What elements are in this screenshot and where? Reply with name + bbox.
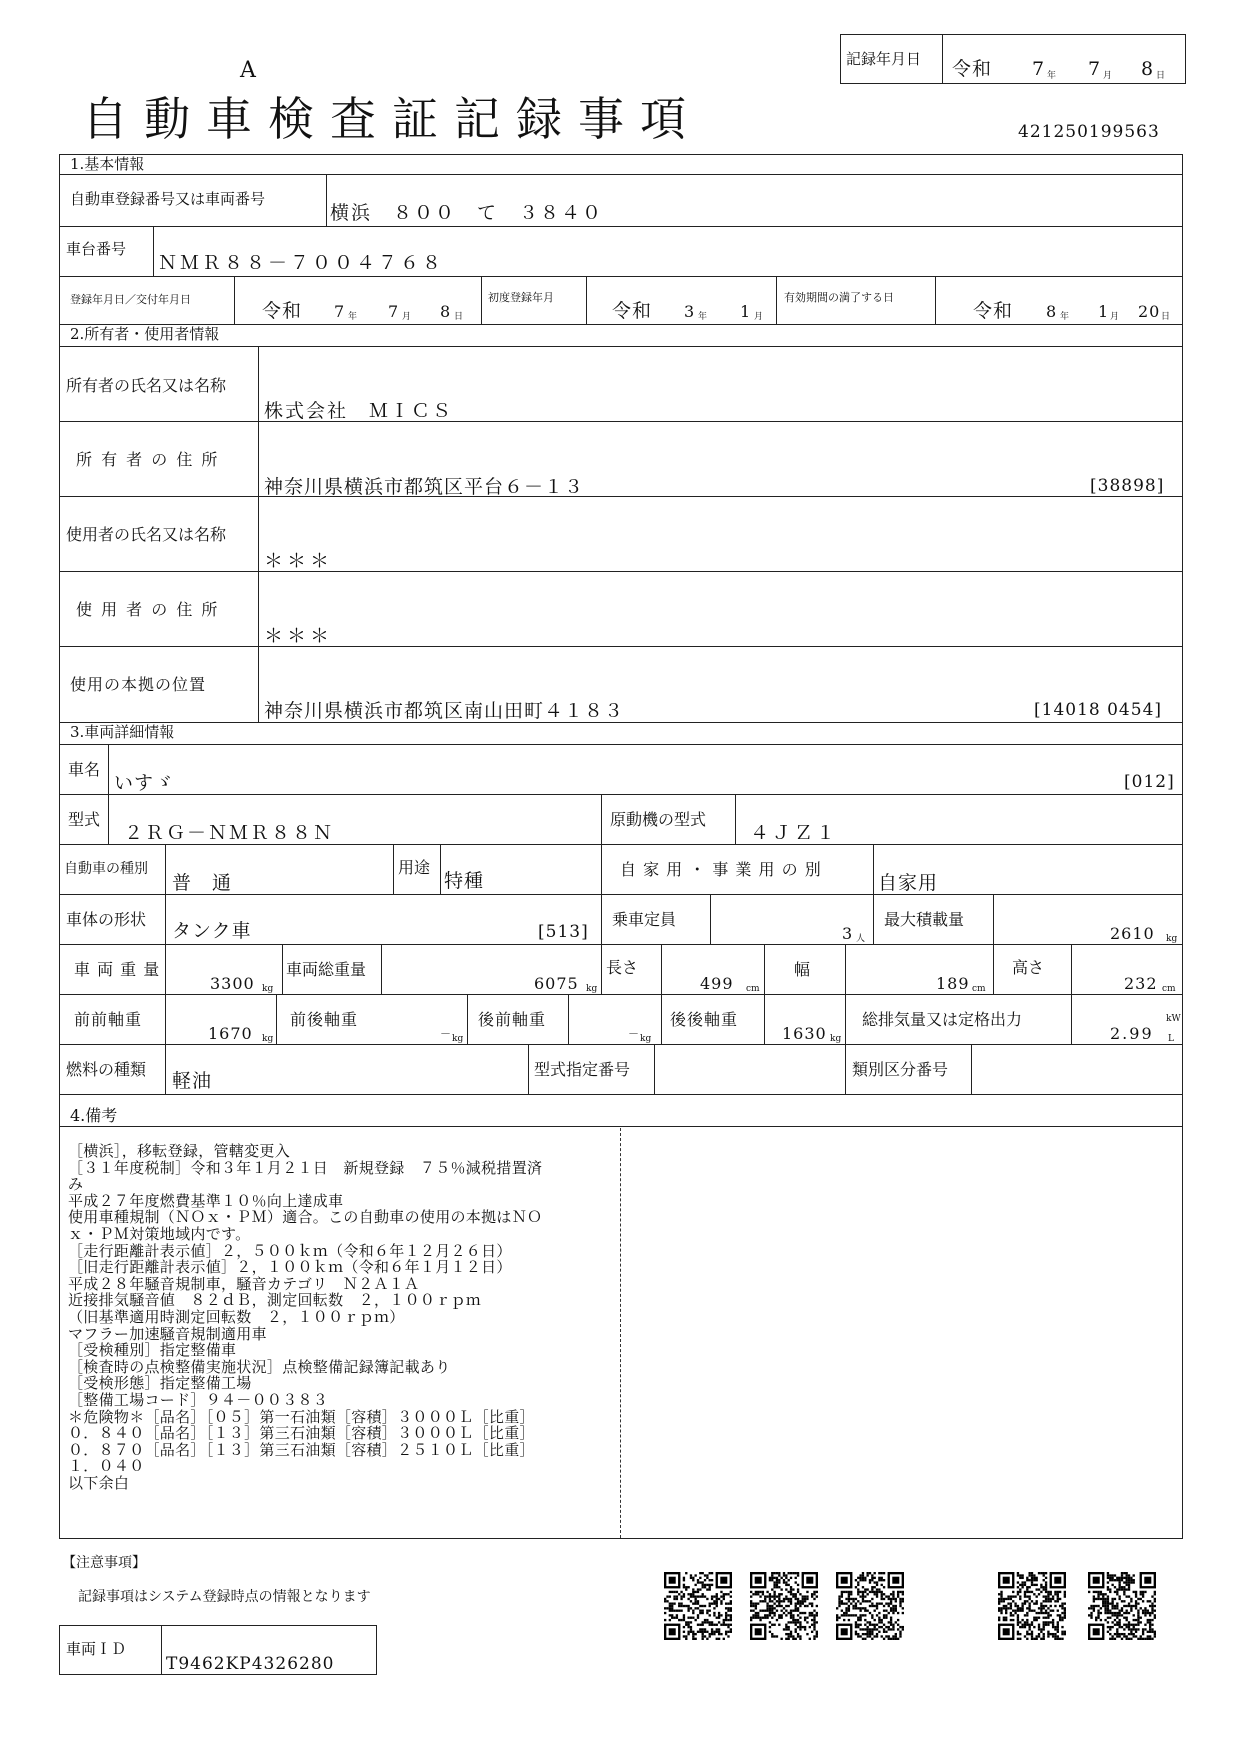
length-label: 長さ [606, 958, 639, 977]
vehicle-id-value: T9462KP4326280 [166, 1654, 335, 1674]
section-basic-title: 1.基本情報 [70, 155, 145, 173]
expiry-year: 8 [1046, 302, 1058, 321]
vehicle-type-value: 普 通 [172, 872, 233, 894]
vehicle-name-value: いすゞ [114, 772, 175, 794]
width-label: 幅 [794, 960, 811, 979]
section-remarks-title: 4.備考 [70, 1106, 118, 1125]
owner-name-value: 株式会社 ＭＩＣＳ [264, 400, 454, 422]
reg-date-label: 登録年月日／交付年月日 [70, 293, 191, 306]
engine-label: 原動機の型式 [610, 810, 707, 829]
reg-date-era: 令和 [262, 300, 303, 322]
rear-rear-axle-value: 1630 [782, 1024, 827, 1043]
gross-weight-label: 車両総重量 [286, 960, 367, 979]
fuel-type-label: 燃料の種類 [66, 1060, 147, 1079]
use-label: 用途 [398, 858, 431, 877]
width-value: 189 [936, 974, 970, 993]
type-approval-label: 型式指定番号 [534, 1060, 631, 1079]
vehicle-type-label: 自動車の種別 [64, 861, 148, 877]
record-date-era: 令和 [952, 58, 993, 80]
height-value: 232 [1124, 974, 1158, 993]
vehicle-name-code: [012] [1124, 772, 1175, 792]
record-date-label: 記録年月日 [846, 50, 922, 68]
displacement-label: 総排気量又は定格出力 [862, 1010, 1023, 1029]
reg-date-month: 7 [388, 302, 400, 321]
private-business-label: 自 家 用 ・ 事 業 用 の 別 [620, 860, 822, 879]
expiry-label: 有効期間の満了する日 [784, 291, 894, 304]
front-front-axle-value: 1670 [208, 1024, 253, 1043]
remarks-text: ［横浜］，移転登録，管轄変更入 ［３１年度税制］令和３年１月２１日 新規登録 ７５％減税措置済 み 平成２７年度燃費基準１０％向上達成車 使用車種規制（ＮＯｘ・ＰＭ）適合。この自動車の使用の本拠はＮＯ ｘ・ＰＭ対策地域内です。 ［走行距離計表示値］２，５００ｋｍ（令和６年１２月２６日） ［旧走行距離計表示値］２，１００ｋｍ（令和６年１月１２日） 平成２８年騒音規制車，騒音カテゴリ Ｎ２Ａ１Ａ 近接排気騒音値 ８２ｄＢ，測定回転数 ２，１００ｒｐｍ （旧基準適用時測定回転数 ２，１００ｒｐｍ） マフラー加速騒音規制適用車 ［受検種別］指定整備車 ［検査時の点検整備実施状況］点検整備記録簿記載あり ［受検形態］指定整備工場 ［整備工場コード］９４－００３８３ ＊危険物＊［品名］［０５］第一石油類［容積］３０００Ｌ［比重］ ０．８４０［品名］［１３］第三石油類［容積］３０００Ｌ［比重］ ０．８７０［品名］［１３］第三石油類［容積］２５１０Ｌ［比重］ １．０４０ 以下余白 [68, 1142, 543, 1492]
body-shape-label: 車体の形状 [66, 910, 147, 929]
use-value: 特種 [444, 870, 485, 892]
engine-value: ４ＪＺ１ [750, 822, 839, 844]
gross-weight-value: 6075 [534, 974, 579, 993]
owner-address-code: [38898] [1090, 476, 1165, 496]
record-date-day: 8 [1141, 58, 1155, 80]
chassis-label: 車台番号 [66, 240, 127, 258]
front-front-axle-label: 前前軸重 [74, 1010, 143, 1029]
vehicle-name-label: 車名 [68, 760, 101, 779]
vehicle-id-label: 車両ＩＤ [66, 1640, 127, 1658]
qr-code-icon [998, 1570, 1066, 1642]
record-date-month: 7 [1088, 58, 1102, 80]
class-number-label: 類別区分番号 [852, 1060, 949, 1079]
base-location-value: 神奈川県横浜市都筑区南山田町４１８３ [264, 700, 625, 722]
reg-number-label: 自動車登録番号又は車両番号 [70, 190, 266, 208]
expiry-day: 20 [1138, 302, 1161, 321]
max-load-label: 最大積載量 [884, 910, 965, 929]
notice-title: 【注意事項】 [62, 1555, 146, 1571]
section-vehicle-title: 3.車両詳細情報 [70, 723, 175, 741]
document-number: 421250199563 [1018, 122, 1160, 142]
length-value: 499 [700, 974, 734, 993]
reg-date-day: 8 [440, 302, 452, 321]
first-reg-label: 初度登録年月 [488, 291, 554, 304]
rear-rear-axle-label: 後後軸重 [670, 1010, 739, 1029]
notice-text: 記録事項はシステム登録時点の情報となります [78, 1589, 371, 1605]
displacement-value: 2.99 [1110, 1024, 1154, 1043]
user-address-label: 使 用 者 の 住 所 [76, 600, 220, 619]
user-name-label: 使用者の氏名又は名称 [66, 525, 227, 544]
qr-code-icon [750, 1570, 818, 1642]
fuel-type-value: 軽油 [172, 1070, 213, 1092]
owner-name-label: 所有者の氏名又は名称 [66, 376, 227, 395]
model-value: ２ＲＧ－ＮＭＲ８８Ｎ [124, 822, 335, 844]
front-rear-axle-value: － [440, 1027, 452, 1040]
reg-number-value: 横浜 ８００ て ３８４０ [330, 202, 604, 224]
form-mark: A [240, 58, 256, 83]
body-shape-code: [513] [538, 922, 589, 942]
vehicle-weight-value: 3300 [210, 974, 255, 993]
qr-code-icon [836, 1570, 904, 1642]
expiry-era: 令和 [973, 300, 1014, 322]
owner-address-value: 神奈川県横浜市都筑区平台６－１３ [264, 476, 585, 498]
rear-front-axle-label: 後前軸重 [478, 1010, 547, 1029]
model-label: 型式 [68, 810, 101, 829]
qr-code-icon [664, 1570, 732, 1642]
first-reg-era: 令和 [612, 300, 653, 322]
page-title: 自動車検査証記録事項 [82, 92, 702, 146]
capacity-value: 3 [842, 924, 854, 943]
first-reg-year: 3 [684, 302, 696, 321]
capacity-label: 乗車定員 [612, 910, 677, 929]
front-rear-axle-label: 前後軸重 [290, 1010, 359, 1029]
owner-address-label: 所 有 者 の 住 所 [76, 450, 220, 469]
vehicle-weight-label: 車 両 重 量 [74, 960, 161, 979]
base-location-code: [14018 0454] [1034, 700, 1163, 720]
rear-front-axle-value: － [628, 1027, 640, 1040]
private-business-value: 自家用 [878, 872, 939, 894]
reg-date-year: 7 [334, 302, 346, 321]
first-reg-month: 1 [740, 302, 752, 321]
record-date-year: 7 [1032, 58, 1046, 80]
user-name-value: ＊＊＊ [264, 550, 334, 572]
user-address-value: ＊＊＊ [264, 625, 334, 647]
expiry-month: 1 [1098, 302, 1110, 321]
chassis-value: ＮＭＲ８８－７００４７６８ [158, 252, 445, 274]
body-shape-value: タンク車 [172, 920, 252, 942]
max-load-value: 2610 [1110, 924, 1155, 943]
section-owner-title: 2.所有者・使用者情報 [70, 325, 220, 343]
height-label: 高さ [1012, 958, 1045, 977]
base-location-label: 使用の本拠の位置 [70, 675, 207, 694]
qr-code-icon [1088, 1570, 1156, 1642]
